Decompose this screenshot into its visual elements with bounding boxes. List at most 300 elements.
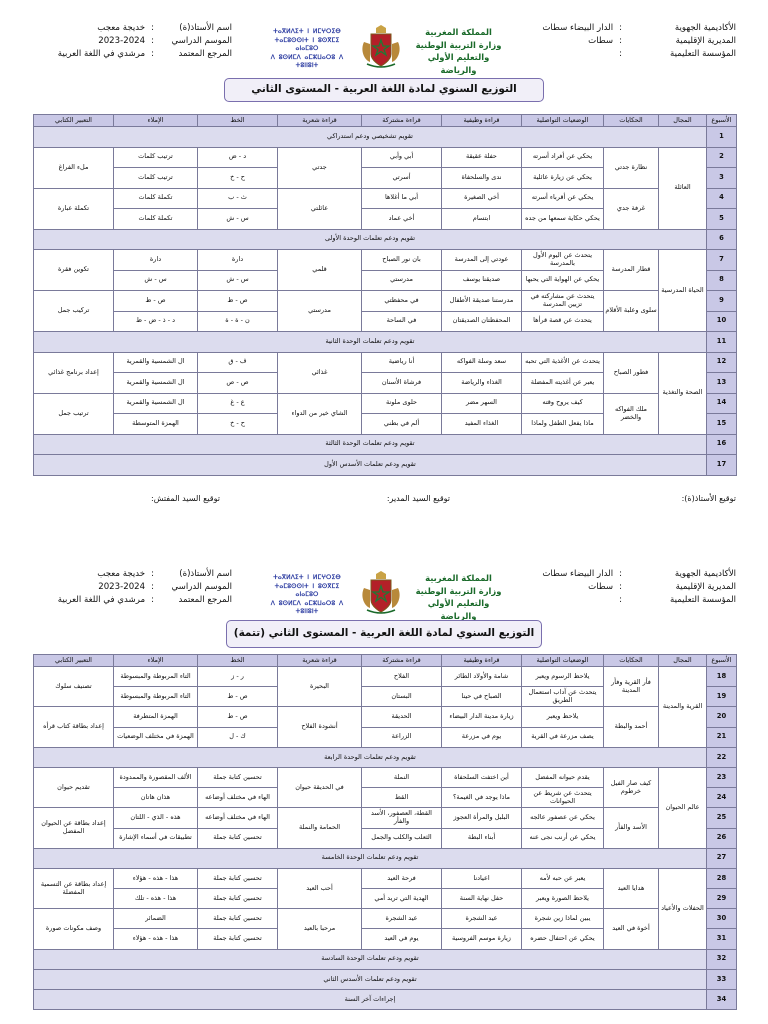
handwriting-cell: ف - ق — [198, 352, 278, 373]
functional-reading-cell: زيارة موسم الفروسية — [442, 929, 522, 949]
dictation-cell: تكملة كلمات — [114, 209, 198, 230]
header-value: 2023-2024 — [98, 36, 146, 46]
domain-cell: الحياة المدرسية — [659, 250, 707, 332]
communicative-situation-cell: يعبر عن حبه لأمه — [522, 868, 604, 888]
evaluation-cell: إجراءات آخر السنة — [34, 990, 707, 1010]
week-number: 2 — [707, 147, 737, 168]
header-sep: : — [619, 569, 622, 579]
communicative-situation-cell: يتحدث عن شريط عن الحيوانات — [522, 788, 604, 808]
week-number: 29 — [707, 889, 737, 909]
column-header: قراءة مشتركة — [362, 655, 442, 667]
column-header: الخط — [198, 655, 278, 667]
header-row — [536, 581, 736, 594]
communicative-situation-cell: يحكي عن الهواية التي يحبها — [522, 270, 604, 291]
poetry-reading-cell: مدرستي — [278, 291, 362, 332]
header-sep: : — [619, 595, 622, 605]
story-cell: سلوى وعلبة الأقلام — [604, 291, 659, 332]
communicative-situation-cell: يحكي عن أفراد أسرته — [522, 147, 604, 168]
header-sep: : — [619, 36, 622, 46]
inspector-signature-label: توقيع السيد المفتش: — [151, 494, 220, 503]
header-label: الأكاديمية الجهوية — [674, 23, 736, 33]
dictation-cell: الضمائر — [114, 909, 198, 929]
evaluation-cell: تقويم ودعم تعلمات الوحدة السادسة — [34, 949, 707, 969]
communicative-situation-cell: يتحدث عن آداب استعمال الطريق — [522, 687, 604, 707]
header-sep: : — [151, 49, 154, 59]
functional-reading-cell: اعيادنا — [442, 868, 522, 888]
ministry-line: المملكة المغربية — [425, 573, 492, 583]
page-2 — [0, 562, 768, 1024]
ministry-logo-block — [262, 570, 507, 621]
evaluation-row — [34, 848, 737, 868]
story-cell: فطور الصباح — [604, 352, 659, 393]
evaluation-cell: تقويم ودعم تعلمات الوحدة الثانية — [34, 332, 707, 353]
column-header: الحكايات — [604, 115, 659, 127]
header-row — [32, 22, 232, 35]
header-sep: : — [151, 36, 154, 46]
shared-reading-cell: يوم في العيد — [362, 929, 442, 949]
story-cell: ملك الفواكه والخضر — [604, 393, 659, 434]
header-row — [536, 35, 736, 48]
ministry-line: المملكة المغربية — [425, 27, 492, 37]
week-number: 3 — [707, 168, 737, 189]
functional-reading-cell: مدرستنا صديقة الأطفال — [442, 291, 522, 312]
handwriting-cell: تحسين كتابة جملة — [198, 767, 278, 787]
functional-reading-cell: أبناء البطة — [442, 828, 522, 848]
week-number: 23 — [707, 767, 737, 787]
shared-reading-cell: بان نور الصباح — [362, 250, 442, 271]
week-number: 25 — [707, 808, 737, 828]
table-row — [34, 707, 737, 727]
shared-reading-cell: عيد الشجرة — [362, 909, 442, 929]
evaluation-cell: تقويم ودعم تعلمات الوحدة الخامسة — [34, 848, 707, 868]
header-label: اسم الأستاذ(ة) — [179, 23, 232, 33]
tifinagh-line: ⵜⴰⵎⵓⵙⵙⵏⵜ ⵏ ⵓⵙⴳⵎⵉ ⴰⵏⴰⵎⵓⵔ — [274, 36, 340, 52]
functional-reading-cell: ماذا يوجد في الغيمة؟ — [442, 788, 522, 808]
shared-reading-cell: النملة — [362, 767, 442, 787]
written-expression-cell: تقديم حيوان — [34, 767, 114, 807]
story-cell: الأسد والفأر — [604, 808, 659, 848]
column-header: الوضعيات التواصلية — [522, 115, 604, 127]
functional-reading-cell: أين اختفت السلحفاة — [442, 767, 522, 787]
evaluation-cell: تقويم ودعم تعلمات الوحدة الرابعة — [34, 747, 707, 767]
distribution-table — [33, 654, 737, 1010]
header-value: سطات — [588, 36, 614, 46]
written-expression-cell: إعداد بطاقة عن التسمية المفضلة — [34, 868, 114, 908]
communicative-situation-cell: يتحدث عن اليوم الأول بالمدرسة — [522, 250, 604, 271]
column-header: التعبير الكتابي — [34, 115, 114, 127]
communicative-situation-cell: ماذا يفعل الطفل ولماذا — [522, 414, 604, 435]
dictation-cell: هذه - الذي - اللتان — [114, 808, 198, 828]
week-number: 11 — [707, 332, 737, 353]
written-expression-cell: إعداد برنامج غذائي — [34, 352, 114, 393]
handwriting-cell: دارة — [198, 250, 278, 271]
dictation-cell: الهمزة في مختلف الوضعيات — [114, 727, 198, 747]
dictation-cell: هذان هاتان — [114, 788, 198, 808]
ministry-line: وزارة التربية الوطنية — [415, 585, 502, 596]
functional-reading-cell: الغذاء والرياضة — [442, 373, 522, 394]
header-row — [32, 48, 232, 61]
column-header: الإملاء — [114, 655, 198, 667]
shared-reading-cell: أبي ما أغلاها — [362, 188, 442, 209]
story-cell: نظارة جدتي — [604, 147, 659, 188]
shared-reading-cell: أبي وأبي — [362, 147, 442, 168]
poetry-reading-cell: عائلتي — [278, 188, 362, 229]
header-value: مرشدي في اللغة العربية — [57, 49, 146, 59]
ministry-name-tifinagh — [262, 28, 352, 71]
communicative-situation-cell: يتحدث عن قصة قرأها — [522, 311, 604, 332]
teacher-signature-label: توقيع الأستاذ(ة): — [681, 494, 736, 503]
shared-reading-cell: الفلاح — [362, 667, 442, 687]
week-number: 7 — [707, 250, 737, 271]
header-sep: : — [619, 23, 622, 33]
written-expression-cell: تكملة عبارة — [34, 188, 114, 229]
handwriting-cell: ث - ب — [198, 188, 278, 209]
week-number: 31 — [707, 929, 737, 949]
poetry-reading-cell: غذائي — [278, 352, 362, 393]
evaluation-cell: تقويم ودعم تعلمات الوحدة الثالثة — [34, 434, 707, 455]
page-gap — [0, 512, 768, 562]
week-number: 26 — [707, 828, 737, 848]
communicative-situation-cell: يحكي عن احتفال حضره — [522, 929, 604, 949]
ministry-name-arabic — [410, 26, 507, 76]
column-header: المجال — [659, 115, 707, 127]
header-sep: : — [619, 49, 622, 59]
header-sep: : — [151, 569, 154, 579]
dictation-cell: الهمزة المتطرفة — [114, 707, 198, 727]
header-label: الموسم الدراسي — [171, 582, 232, 592]
dictation-cell: ترتيب كلمات — [114, 168, 198, 189]
header-label: المؤسسة التعليمية — [670, 595, 736, 605]
table-row — [34, 147, 737, 168]
week-number: 34 — [707, 990, 737, 1010]
header-row — [32, 568, 232, 581]
handwriting-cell: د - ض — [198, 147, 278, 168]
functional-reading-cell: الغذاء المفيد — [442, 414, 522, 435]
domain-cell: عالم الحيوان — [659, 767, 707, 848]
ministry-line: والتعليم الأولي والرياضة — [427, 598, 490, 621]
week-number: 28 — [707, 868, 737, 888]
shared-reading-cell: فرشاة الأسنان — [362, 373, 442, 394]
column-header: الوضعيات التواصلية — [522, 655, 604, 667]
functional-reading-cell: صديقنا يوسف — [442, 270, 522, 291]
written-expression-cell: ترتيب جمل — [34, 393, 114, 434]
header-value: الدار البيضاء سطات — [542, 569, 614, 579]
column-header: قراءة وظيفية — [442, 115, 522, 127]
header-sep: : — [151, 23, 154, 33]
functional-reading-cell: السهر مضر — [442, 393, 522, 414]
poetry-reading-cell: قلمي — [278, 250, 362, 291]
header-label: اسم الأستاذ(ة) — [179, 569, 232, 579]
shared-reading-cell: حلوى ملونة — [362, 393, 442, 414]
story-cell: كيف صار الفيل خرطوم — [604, 767, 659, 807]
dictation-cell: د - ذ - ض - ظ — [114, 311, 198, 332]
column-header: المجال — [659, 655, 707, 667]
table-row — [34, 808, 737, 828]
shared-reading-cell: الهدية التي تريد أمي — [362, 889, 442, 909]
handwriting-cell: الهاء في مختلف أوضاعه — [198, 788, 278, 808]
dictation-cell: تكملة كلمات — [114, 188, 198, 209]
handwriting-cell: تحسين كتابة جملة — [198, 929, 278, 949]
header-row — [32, 581, 232, 594]
week-number: 32 — [707, 949, 737, 969]
handwriting-cell: ح - خ — [198, 168, 278, 189]
column-header: قراءة مشتركة — [362, 115, 442, 127]
week-number: 17 — [707, 455, 737, 476]
story-cell: هدايا العيد — [604, 868, 659, 908]
column-header: قراءة شعرية — [278, 115, 362, 127]
tifinagh-line: ⵜⴰⴳⵍⴷⵉⵜ ⵏ ⵍⵎⵖⵔⵉⴱ — [273, 574, 341, 581]
header-sep: : — [619, 582, 622, 592]
dictation-cell: دارة — [114, 250, 198, 271]
domain-cell: العائلة — [659, 147, 707, 229]
week-number: 20 — [707, 707, 737, 727]
dictation-cell: س - ش — [114, 270, 198, 291]
poetry-reading-cell: البحيرة — [278, 667, 362, 707]
page-header — [32, 22, 736, 75]
dictation-cell: هذا - هذه - تلك — [114, 889, 198, 909]
week-number: 19 — [707, 687, 737, 707]
shared-reading-cell: البستان — [362, 687, 442, 707]
header-row — [536, 594, 736, 607]
week-number: 16 — [707, 434, 737, 455]
week-number: 27 — [707, 848, 737, 868]
story-cell: قطار المدرسة — [604, 250, 659, 291]
communicative-situation-cell: يحكي عن أرنب نجى عنه — [522, 828, 604, 848]
evaluation-row — [34, 434, 737, 455]
dictation-cell: الألف المقصورة والممدودة — [114, 767, 198, 787]
week-number: 4 — [707, 188, 737, 209]
week-number: 14 — [707, 393, 737, 414]
written-expression-cell: تكوين فقرة — [34, 250, 114, 291]
header-value: خديجة معجب — [97, 23, 146, 33]
dictation-cell: تطبيقات في أسماء الإشارة — [114, 828, 198, 848]
week-number: 10 — [707, 311, 737, 332]
distribution-table — [33, 114, 737, 476]
written-expression-cell: تصنيف سلوك — [34, 667, 114, 707]
table-row — [34, 250, 737, 271]
poetry-reading-cell: الحمامة والنملة — [278, 808, 362, 848]
communicative-situation-cell: يلاحظ الرسوم ويعبر — [522, 667, 604, 687]
header-admin-info — [536, 568, 736, 607]
functional-reading-cell: البلبل والمرأة العجوز — [442, 808, 522, 828]
ministry-name-tifinagh — [262, 574, 352, 617]
communicative-situation-cell: يحكي عن عصفور عالجه — [522, 808, 604, 828]
written-expression-cell: إعداد بطاقة كتاب قرأه — [34, 707, 114, 747]
week-number: 18 — [707, 667, 737, 687]
shared-reading-cell: أخي عماد — [362, 209, 442, 230]
column-header: الأسبوع — [707, 115, 737, 127]
functional-reading-cell: عودتي إلى المدرسة — [442, 250, 522, 271]
handwriting-cell: تحسين كتابة جملة — [198, 828, 278, 848]
header-label: الأكاديمية الجهوية — [674, 569, 736, 579]
communicative-situation-cell: كيف يروح وقته — [522, 393, 604, 414]
dictation-cell: هذا - هذه - هؤلاء — [114, 868, 198, 888]
dictation-cell: ال الشمسية والقمرية — [114, 393, 198, 414]
handwriting-cell: ر - ز — [198, 667, 278, 687]
ministry-line: وزارة التربية الوطنية — [415, 39, 502, 50]
functional-reading-cell: سعد وسلة الفواكه — [442, 352, 522, 373]
table-row — [34, 188, 737, 209]
shared-reading-cell: مدرستي — [362, 270, 442, 291]
poetry-reading-cell: الشاي خير من الدواء — [278, 393, 362, 434]
handwriting-cell: الهاء في مختلف أوضاعه — [198, 808, 278, 828]
poetry-reading-cell: جدتي — [278, 147, 362, 188]
column-header: الخط — [198, 115, 278, 127]
dictation-cell: ترتيب كلمات — [114, 147, 198, 168]
evaluation-row — [34, 969, 737, 989]
moroccan-emblem-icon — [358, 24, 404, 70]
week-number: 1 — [707, 127, 737, 148]
header-sep: : — [151, 582, 154, 592]
functional-reading-cell: عيد الشجرة — [442, 909, 522, 929]
header-label: المديرية الإقليمية — [675, 36, 736, 46]
handwriting-cell: تحسين كتابة جملة — [198, 909, 278, 929]
table-row — [34, 767, 737, 787]
evaluation-row — [34, 949, 737, 969]
week-number: 12 — [707, 352, 737, 373]
written-expression-cell: إعداد بطاقة عن الحيوان المفضل — [34, 808, 114, 848]
header-label: المديرية الإقليمية — [675, 582, 736, 592]
page-header — [32, 568, 736, 621]
handwriting-cell: ص - ظ — [198, 291, 278, 312]
communicative-situation-cell: يلاحظ ويعبر — [522, 707, 604, 727]
functional-reading-cell: أخي الصغيرة — [442, 188, 522, 209]
functional-reading-cell: شامة والأولاد الطائر — [442, 667, 522, 687]
header-value: سطات — [588, 582, 614, 592]
header-row — [536, 48, 736, 61]
story-cell: فأر القرية وفأر المدينة — [604, 667, 659, 707]
poetry-reading-cell: أنشودة الفلاح — [278, 707, 362, 747]
handwriting-cell: ص - ط — [198, 707, 278, 727]
week-number: 9 — [707, 291, 737, 312]
column-header: الأسبوع — [707, 655, 737, 667]
domain-cell: الصحة والتغذية — [659, 352, 707, 434]
communicative-situation-cell: يلاحظ الصورة ويعبر — [522, 889, 604, 909]
week-number: 33 — [707, 969, 737, 989]
poetry-reading-cell: مرحبا بالعيد — [278, 909, 362, 949]
shared-reading-cell: الثعلب والكلب والجمل — [362, 828, 442, 848]
header-teacher-info — [32, 22, 232, 61]
header-teacher-info — [32, 568, 232, 607]
functional-reading-cell: المحفظتان الصديقتان — [442, 311, 522, 332]
table-row — [34, 291, 737, 312]
communicative-situation-cell: يبين لماذا زين شجرة — [522, 909, 604, 929]
header-value: مرشدي في اللغة العربية — [57, 595, 146, 605]
header-value: الدار البيضاء سطات — [542, 23, 614, 33]
poetry-reading-cell: أحب العيد — [278, 868, 362, 908]
header-row — [536, 22, 736, 35]
evaluation-row — [34, 332, 737, 353]
header-sep: : — [151, 595, 154, 605]
story-cell: غرفة جدي — [604, 188, 659, 229]
tifinagh-line: ⵜⴰⵎⵓⵙⵙⵏⵜ ⵏ ⵓⵙⴳⵎⵉ ⴰⵏⴰⵎⵓⵔ — [274, 582, 340, 598]
dictation-cell: ال الشمسية والقمرية — [114, 373, 198, 394]
header-row — [32, 35, 232, 48]
communicative-situation-cell: يحكي حكاية سمعها من جده — [522, 209, 604, 230]
header-admin-info — [536, 22, 736, 61]
shared-reading-cell: فرحة العيد — [362, 868, 442, 888]
column-header: التعبير الكتابي — [34, 655, 114, 667]
header-label: الموسم الدراسي — [171, 36, 232, 46]
shared-reading-cell: أسرتي — [362, 168, 442, 189]
week-number: 30 — [707, 909, 737, 929]
header-row — [536, 568, 736, 581]
dictation-cell: هذا - هذه - هؤلاء — [114, 929, 198, 949]
header-row — [32, 594, 232, 607]
written-expression-cell: ملء الفراغ — [34, 147, 114, 188]
handwriting-cell: ك - ل — [198, 727, 278, 747]
domain-cell: القرية والمدينة — [659, 667, 707, 748]
page-title: التوزيع السنوي لمادة اللغة العربية - المستوى الثاني (تتمة) — [226, 620, 542, 648]
header-value: 2023-2024 — [98, 582, 146, 592]
handwriting-cell: ح - خ — [198, 414, 278, 435]
dictation-cell: التاء المربوطة والمبسوطة — [114, 687, 198, 707]
handwriting-cell: تحسين كتابة جملة — [198, 889, 278, 909]
evaluation-row — [34, 127, 737, 148]
week-number: 6 — [707, 229, 737, 250]
evaluation-cell: تقويم ودعم تعلمات الأسدس الأول — [34, 455, 707, 476]
communicative-situation-cell: يعبر عن أغذيته المفضلة — [522, 373, 604, 394]
communicative-situation-cell: يصف مزرعة في القرية — [522, 727, 604, 747]
page-title: التوزيع السنوي لمادة اللغة العربية - المستوى الثاني — [224, 78, 544, 102]
poetry-reading-cell: في الحديقة حيوان — [278, 767, 362, 807]
header-label: المرجع المعتمد — [178, 595, 232, 605]
ministry-line: والتعليم الأولي والرياضة — [427, 52, 490, 75]
written-expression-cell: تركيب جمل — [34, 291, 114, 332]
functional-reading-cell: حفل نهاية السنة — [442, 889, 522, 909]
column-header: قراءة وظيفية — [442, 655, 522, 667]
week-number: 15 — [707, 414, 737, 435]
handwriting-cell: س - ش — [198, 209, 278, 230]
table-row — [34, 909, 737, 929]
week-number: 13 — [707, 373, 737, 394]
shared-reading-cell: في محفظتي — [362, 291, 442, 312]
shared-reading-cell: القط — [362, 788, 442, 808]
handwriting-cell: ن - ة - ة — [198, 311, 278, 332]
handwriting-cell: ص - ص — [198, 373, 278, 394]
handwriting-cell: س - ش — [198, 270, 278, 291]
communicative-situation-cell: يحكي عن زيارة عائلية — [522, 168, 604, 189]
story-cell: أخوة في العيد — [604, 909, 659, 949]
evaluation-cell: تقويم ودعم تعلمات الأسدس الثاني — [34, 969, 707, 989]
table-row — [34, 667, 737, 687]
handwriting-cell: تحسين كتابة جملة — [198, 868, 278, 888]
evaluation-row — [34, 990, 737, 1010]
ministry-name-arabic — [410, 572, 507, 622]
tifinagh-line: ⴷ ⵓⵙⵍⵎⴷ ⴰⵎⵣⵡⴰⵔⵓ ⴷ ⵜⵓⵏⵏⵓⵏⵜ — [270, 599, 344, 615]
domain-cell: الحفلات والأعياد — [659, 868, 707, 949]
dictation-cell: ص - ظ — [114, 291, 198, 312]
column-header: الحكايات — [604, 655, 659, 667]
shared-reading-cell: القطة، العصفور، الأسد والفأر — [362, 808, 442, 828]
communicative-situation-cell: يقدم حيوانه المفضل — [522, 767, 604, 787]
functional-reading-cell: يوم في مزرعة — [442, 727, 522, 747]
shared-reading-cell: في الساحة — [362, 311, 442, 332]
functional-reading-cell: الصباح في حينا — [442, 687, 522, 707]
column-header: الإملاء — [114, 115, 198, 127]
header-label: المؤسسة التعليمية — [670, 49, 736, 59]
evaluation-cell: تقويم ودعم تعلمات الوحدة الأولى — [34, 229, 707, 250]
written-expression-cell: وصف مكونات صورة — [34, 909, 114, 949]
week-number: 8 — [707, 270, 737, 291]
column-header: قراءة شعرية — [278, 655, 362, 667]
functional-reading-cell: حفلة عقيقة — [442, 147, 522, 168]
shared-reading-cell: أنا رياضية — [362, 352, 442, 373]
evaluation-row — [34, 229, 737, 250]
ministry-logo-block — [262, 24, 507, 75]
header-value: خديجة معجب — [97, 569, 146, 579]
table-row — [34, 352, 737, 373]
